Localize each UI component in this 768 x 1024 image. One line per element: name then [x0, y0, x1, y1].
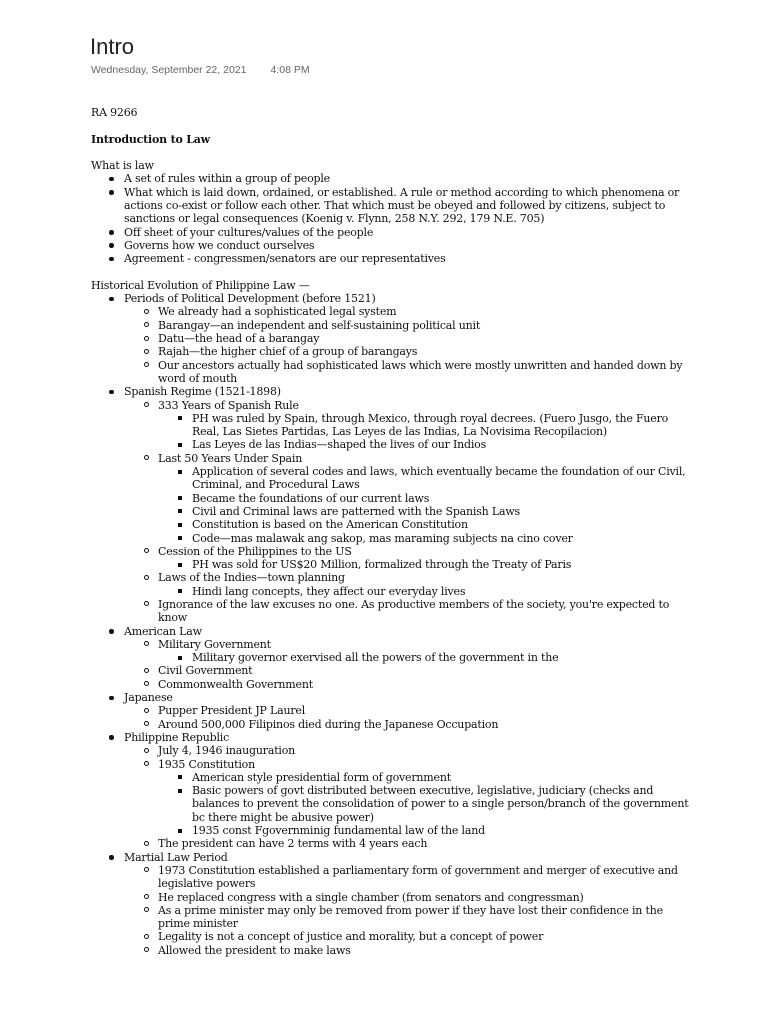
page-title: Intro	[90, 34, 135, 59]
sub-item	[124, 319, 691, 332]
sub-list	[124, 744, 691, 850]
sub-item	[124, 837, 691, 850]
sub-item	[124, 359, 691, 386]
sub-item-text: Last 50 Years Under Spain	[158, 451, 303, 465]
sub-item	[124, 904, 691, 931]
detail-item: Las Leyes de las Indias—shaped the lives of our Indios	[158, 438, 691, 451]
sub-item-text: Military Government	[158, 637, 271, 651]
period-text: Spanish Regime (1521-1898)	[124, 385, 281, 399]
sub-item	[124, 545, 691, 572]
sub-item	[124, 758, 691, 838]
sub-item	[124, 891, 691, 904]
sub-item-text: Cession of the Philippines to the US	[158, 544, 352, 558]
detail-item: Code—mas malawak ang sakop, mas maraming subjects na cino cover	[158, 532, 691, 545]
sub-item-text: July 4, 1946 inauguration	[158, 744, 296, 758]
time-text: 4:08 PM	[270, 64, 310, 76]
detail-item: Constitution is based on the American Constitution	[158, 518, 691, 531]
detail-list	[158, 651, 691, 664]
detail-item: Civil and Criminal laws are patterned with the Spanish Laws	[158, 505, 691, 518]
sub-item	[124, 638, 691, 665]
detail-item: PH was sold for US$20 Million, formalized through the Treaty of Paris	[158, 558, 691, 571]
period-item	[91, 292, 691, 385]
period-text: Periods of Political Development (before 1521)	[124, 292, 376, 306]
sub-item	[124, 332, 691, 345]
page-timestamp	[91, 64, 310, 76]
sub-item-text: He replaced congress with a single chamber (from senators and congressman)	[158, 890, 584, 904]
sub-item-text: Around 500,000 Filipinos died during the Japanese Occupation	[158, 717, 499, 731]
sub-item	[124, 944, 691, 957]
sub-list	[124, 864, 691, 957]
sub-item-text: Rajah—the higher chief of a group of barangays	[158, 345, 418, 359]
period-text: Martial Law Period	[124, 850, 228, 864]
sub-item-text: Our ancestors actually had sophisticated laws which were mostly unwritten and handed down by word of mouth	[158, 358, 683, 385]
sub-item-text: Allowed the president to make laws	[158, 943, 351, 957]
sub-item-text: Legality is not a concept of justice and morality, but a concept of power	[158, 930, 544, 944]
historical-list	[91, 292, 691, 957]
sub-item	[124, 305, 691, 318]
heading-ra: RA 9266	[91, 106, 138, 119]
sub-item-text: Ignorance of the law excuses no one. As productive members of the society, you're expected to know	[158, 597, 670, 625]
date-text: Wednesday, September 22, 2021	[91, 64, 247, 76]
sub-item-text: Laws of the Indies—town planning	[158, 571, 345, 585]
heading-introduction: Introduction to Law	[91, 132, 210, 146]
period-item	[91, 691, 691, 731]
sub-item-text: Barangay—an independent and self-sustaining political unit	[158, 318, 481, 332]
what-is-law-label: What is law	[91, 159, 154, 173]
detail-item: PH was ruled by Spain, through Mexico, through royal decrees. (Fuero Jusgo, the Fuero Real, Las Sietes Partidas, Las Leyes de las Indias, La Novisima Recopilacion)	[158, 412, 691, 439]
sub-item	[124, 399, 691, 452]
sub-item-text: 333 Years of Spanish Rule	[158, 398, 299, 412]
period-item	[91, 625, 691, 691]
what-is-law-list	[91, 172, 691, 265]
period-item	[91, 385, 691, 624]
sub-item-text: Datu—the head of a barangay	[158, 332, 320, 346]
detail-item: American style presidential form of government	[158, 771, 691, 784]
sub-item	[124, 345, 691, 358]
list-item: A set of rules within a group of people	[91, 172, 691, 185]
sub-item-text: Commonwealth Government	[158, 677, 313, 691]
sub-item-text: We already had a sophisticated legal system	[158, 305, 397, 319]
sub-item-text: 1973 Constitution established a parliamentary form of government and merger of executive and legislative powers	[158, 863, 678, 891]
sub-list	[124, 305, 691, 385]
list-item: Governs how we conduct ourselves	[91, 239, 691, 252]
sub-item-text: The president can have 2 terms with 4 years each	[158, 837, 428, 851]
detail-item: Hindi lang concepts, they affect our everyday lives	[158, 585, 691, 598]
sub-list	[124, 399, 691, 625]
list-item: What which is laid down, ordained, or established. A rule or method according to which phenomena or actions co-exist or follow each other. That which must be obeyed and followed by citizens, subject to sanctions or legal consequences (Koenig v. Flynn, 258 N.Y. 292, 179 N.E. 705)	[91, 186, 691, 226]
sub-list	[124, 704, 691, 731]
sub-item-text: 1935 Constitution	[158, 757, 255, 771]
sub-item	[124, 664, 691, 677]
sub-item	[124, 718, 691, 731]
period-text: Japanese	[124, 691, 173, 705]
note-body	[91, 106, 691, 957]
detail-item: Military governor exervised all the powers of the government in the	[158, 651, 691, 664]
sub-item-text: Civil Government	[158, 664, 253, 678]
period-text: American Law	[124, 624, 202, 638]
sub-list	[124, 638, 691, 691]
detail-item: Basic powers of govt distributed between executive, legislative, judiciary (checks and balances to prevent the consolidation of power to a single person/branch of the government bc there might be abusive power)	[158, 784, 691, 824]
detail-item: 1935 const Fgovernminig fundamental law of the land	[158, 824, 691, 837]
sub-item	[124, 571, 691, 598]
detail-list	[158, 465, 691, 545]
period-item	[91, 851, 691, 957]
detail-list	[158, 585, 691, 598]
sub-item	[124, 598, 691, 625]
sub-item-text: Pupper President JP Laurel	[158, 704, 306, 718]
detail-item: Became the foundations of our current laws	[158, 492, 691, 505]
list-item: Agreement - congressmen/senators are our representatives	[91, 252, 691, 265]
detail-list	[158, 412, 691, 452]
sub-item	[124, 864, 691, 891]
sub-item-text: As a prime minister may only be removed from power if they have lost their confidence in the prime minister	[158, 903, 663, 931]
sub-item	[124, 930, 691, 943]
detail-list	[158, 558, 691, 571]
sub-item	[124, 744, 691, 757]
detail-item: Application of several codes and laws, which eventually became the foundation of our Civil, Criminal, and Procedural Laws	[158, 465, 691, 492]
detail-list	[158, 771, 691, 837]
sub-item	[124, 452, 691, 545]
period-item	[91, 731, 691, 851]
sub-item	[124, 704, 691, 717]
period-text: Philippine Republic	[124, 730, 230, 744]
sub-item	[124, 678, 691, 691]
list-item: Off sheet of your cultures/values of the people	[91, 226, 691, 239]
historical-label: Historical Evolution of Philippine Law —	[91, 278, 310, 292]
